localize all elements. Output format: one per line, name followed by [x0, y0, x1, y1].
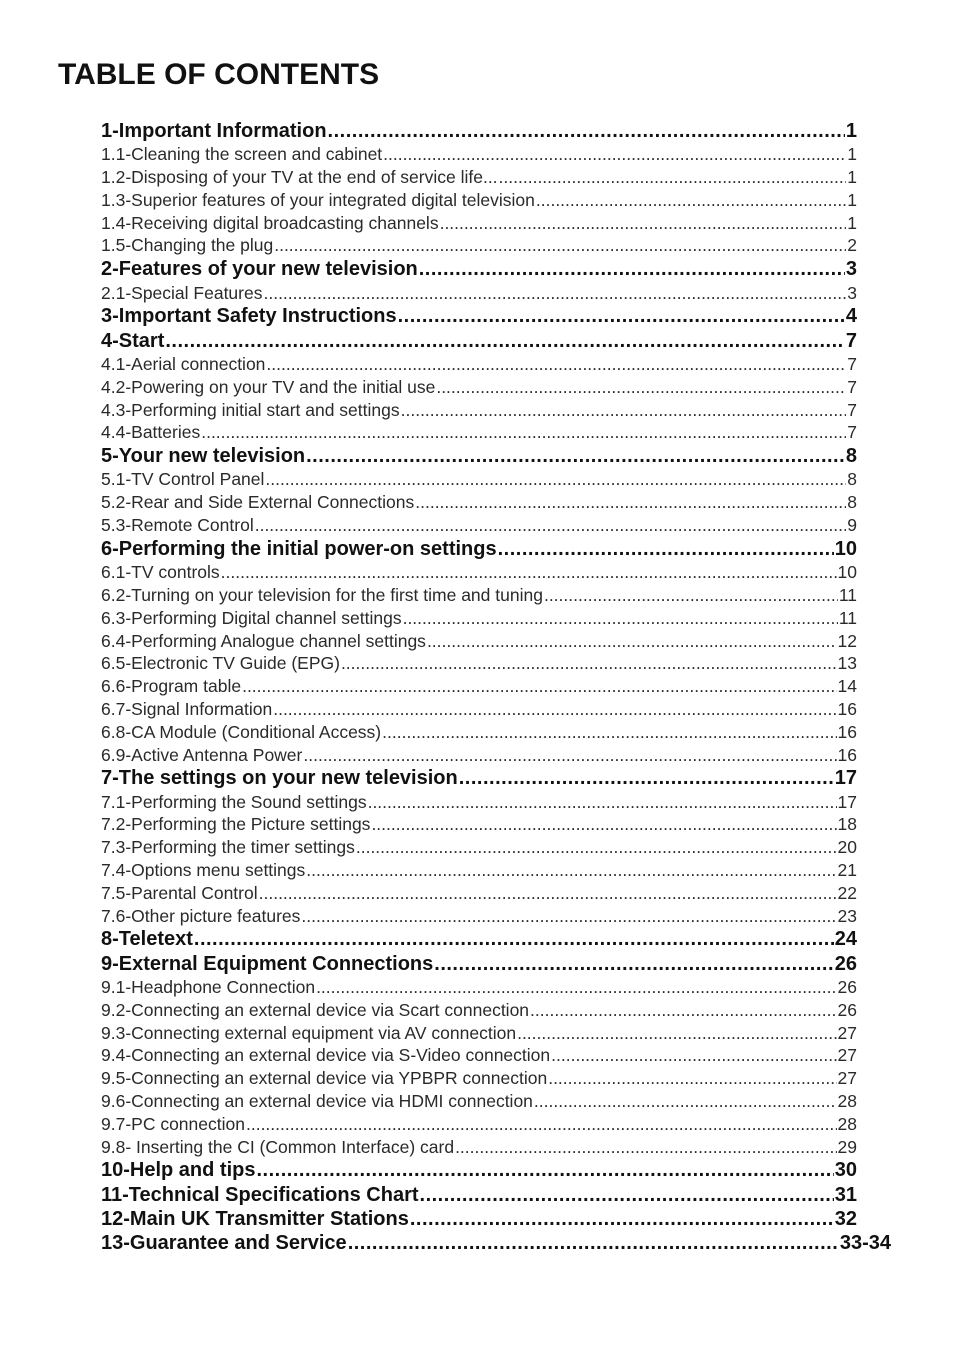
table-of-contents	[101, 119, 891, 1256]
toc-entry-title: 7-The settings on your new television	[101, 767, 458, 790]
dot-leader	[427, 630, 837, 653]
toc-section-entry	[101, 952, 857, 976]
dot-leader	[403, 607, 838, 630]
toc-section-entry	[101, 927, 857, 951]
toc-subsection-entry	[101, 607, 857, 630]
toc-entry-title: 4.2-Powering on your TV and the initial use	[101, 376, 436, 397]
toc-section-entry	[101, 1207, 857, 1231]
toc-subsection-entry	[101, 234, 857, 257]
toc-section-entry	[101, 1183, 857, 1207]
toc-page-number: 27	[837, 1068, 857, 1089]
toc-page-number: 26	[837, 999, 857, 1020]
toc-page-number: 21	[837, 860, 857, 880]
toc-page-number: 3	[845, 258, 857, 281]
toc-page-number: 1	[845, 120, 857, 142]
dot-leader	[306, 859, 836, 882]
toc-page-number: 10	[837, 562, 857, 583]
toc-page-number: 7	[847, 353, 857, 374]
dot-leader	[255, 514, 847, 537]
toc-section-entry	[101, 537, 857, 561]
toc-page-number: 27	[837, 1045, 857, 1066]
dot-leader	[455, 1136, 836, 1159]
dot-leader	[306, 444, 845, 468]
toc-subsection-entry	[101, 468, 857, 491]
toc-entry-title: 9-External Equipment Connections	[101, 952, 434, 975]
toc-entry-title: 5.3-Remote Control	[101, 515, 254, 536]
toc-entry-title: 4.4-Batteries	[101, 422, 201, 443]
toc-section-entry	[101, 119, 857, 143]
toc-subsection-entry	[101, 791, 857, 814]
toc-entry-title: 13-Guarantee and Service	[101, 1232, 347, 1255]
dot-leader	[246, 1113, 837, 1136]
toc-entry-title: 9.4-Connecting an external device via S-Video connection	[101, 1045, 551, 1066]
toc-page-number: 1	[847, 144, 857, 165]
toc-page-number: 24	[834, 928, 857, 951]
dot-leader	[256, 1158, 833, 1182]
dot-leader	[419, 257, 845, 281]
dot-leader	[434, 952, 833, 976]
toc-page-number: 7	[847, 422, 857, 443]
toc-subsection-entry	[101, 882, 857, 905]
toc-page-number: 4	[845, 305, 857, 328]
page-title: TABLE OF CONTENTS	[58, 58, 380, 91]
toc-page-number: 16	[837, 744, 857, 765]
toc-subsection-entry	[101, 376, 857, 399]
dot-leader	[328, 119, 845, 143]
toc-entry-title: 7.5-Parental Control	[101, 882, 258, 903]
dot-leader	[382, 721, 836, 744]
toc-entry-title: 10-Help and tips	[101, 1159, 256, 1182]
toc-entry-title: 9.3-Connecting external equipment via AV connection	[101, 1022, 517, 1043]
dot-leader	[265, 468, 846, 491]
dot-leader	[341, 652, 837, 675]
toc-page-number: 26	[834, 952, 857, 975]
toc-subsection-entry	[101, 698, 857, 721]
toc-entry-title: 6.1-TV controls	[101, 562, 220, 583]
dot-leader	[499, 166, 847, 189]
dot-leader	[242, 675, 836, 698]
toc-entry-title: 4.1-Aerial connection	[101, 353, 266, 374]
toc-entry-title: 1.3-Superior features of your integrated digital television	[101, 189, 535, 210]
dot-leader	[534, 1090, 837, 1113]
toc-entry-title: 7.3-Performing the timer settings	[101, 837, 355, 858]
dot-leader	[371, 813, 836, 836]
toc-subsection-entry	[101, 1090, 857, 1113]
toc-entry-title: 6.2-Turning on your television for the first time and tuning	[101, 584, 543, 605]
dot-leader	[201, 421, 846, 444]
toc-entry-title: 4.3-Performing initial start and settings	[101, 399, 400, 420]
toc-page-number: 17	[837, 791, 857, 812]
toc-page-number: 27	[837, 1022, 857, 1043]
toc-entry-title: 1.1-Cleaning the screen and cabinet	[101, 144, 383, 165]
toc-page-number: 30	[834, 1159, 857, 1182]
toc-page-number: 3	[847, 282, 857, 303]
dot-leader	[383, 143, 846, 166]
toc-entry-title: 12-Main UK Transmitter Stations	[101, 1207, 409, 1230]
toc-subsection-entry	[101, 1067, 857, 1090]
toc-subsection-entry	[101, 189, 857, 212]
toc-subsection-entry	[101, 282, 857, 305]
dot-leader	[274, 234, 846, 257]
toc-page-number: 9	[847, 515, 857, 536]
toc-page-number: 7	[847, 399, 857, 420]
toc-page-number: 12	[837, 630, 857, 651]
dot-leader	[263, 282, 846, 305]
toc-entry-title: 7.4-Options menu settings	[101, 860, 306, 880]
dot-leader	[301, 905, 836, 928]
toc-page-number: 2	[847, 235, 857, 256]
toc-page-number: 7	[847, 376, 857, 397]
toc-entry-title: 3-Important Safety Instructions	[101, 305, 397, 328]
toc-subsection-entry	[101, 630, 857, 653]
toc-subsection-entry	[101, 1022, 857, 1045]
dot-leader	[410, 1207, 834, 1231]
toc-subsection-entry	[101, 976, 857, 999]
dot-leader	[368, 791, 837, 814]
dot-leader	[459, 766, 834, 790]
toc-section-entry	[101, 1231, 891, 1255]
toc-page-number: 28	[837, 1090, 857, 1111]
toc-entry-title: 9.7-PC connection	[101, 1113, 245, 1134]
toc-page-number: 23	[837, 905, 857, 926]
toc-page-number: 29	[837, 1136, 857, 1157]
dot-leader	[316, 976, 836, 999]
toc-page-number: 32	[834, 1207, 857, 1230]
toc-page-number: 33-34	[839, 1232, 891, 1255]
toc-page-number: 16	[837, 698, 857, 719]
toc-entry-title: 9.6-Connecting an external device via HDMI connection	[101, 1090, 533, 1111]
toc-subsection-entry	[101, 561, 857, 584]
toc-entry-title: 6.4-Performing Analogue channel settings	[101, 630, 426, 651]
dot-leader	[544, 584, 838, 607]
toc-entry-title: 9.1-Headphone Connection	[101, 976, 316, 997]
toc-section-entry	[101, 1158, 857, 1182]
dot-leader	[551, 1044, 836, 1067]
toc-page-number: 1	[847, 189, 857, 210]
toc-entry-title: 1.5-Changing the plug	[101, 235, 274, 256]
toc-page-number: 22	[837, 882, 857, 903]
toc-entry-title: 9.5-Connecting an external device via YPBPR connection	[101, 1068, 548, 1089]
toc-entry-title: 6.6-Program table	[101, 676, 242, 697]
dot-leader	[398, 304, 845, 328]
dot-leader	[548, 1067, 836, 1090]
toc-page-number: 8	[847, 469, 857, 490]
dot-leader	[420, 1183, 834, 1207]
toc-section-entry	[101, 329, 857, 353]
toc-subsection-entry	[101, 999, 857, 1022]
dot-leader	[165, 329, 845, 353]
toc-entry-title: 2-Features of your new television	[101, 258, 418, 281]
toc-entry-title: 6.8-CA Module (Conditional Access)	[101, 721, 382, 742]
toc-section-entry	[101, 766, 857, 790]
toc-entry-title: 2.1-Special Features	[101, 282, 263, 303]
toc-subsection-entry	[101, 584, 857, 607]
toc-entry-title: 5.1-TV Control Panel	[101, 469, 265, 490]
toc-page-number: 20	[837, 837, 857, 858]
toc-entry-title: 4-Start	[101, 329, 165, 352]
toc-entry-title: 5.2-Rear and Side External Connections	[101, 492, 415, 513]
toc-subsection-entry	[101, 1136, 857, 1159]
toc-page-number: 11	[838, 584, 857, 605]
toc-page-number: 31	[834, 1183, 857, 1206]
toc-page-number: 10	[834, 537, 857, 560]
toc-entry-title: 6.3-Performing Digital channel settings	[101, 607, 402, 628]
toc-subsection-entry	[101, 652, 857, 675]
toc-entry-title: 9.8- Inserting the CI (Common Interface) card	[101, 1136, 455, 1157]
toc-subsection-entry	[101, 143, 857, 166]
toc-subsection-entry	[101, 421, 857, 444]
toc-entry-title: 6.9-Active Antenna Power	[101, 744, 303, 765]
toc-section-entry	[101, 304, 857, 328]
dot-leader	[517, 1022, 836, 1045]
toc-page-number: 1	[847, 167, 857, 188]
toc-entry-title: 7.6-Other picture features	[101, 905, 301, 926]
toc-subsection-entry	[101, 1044, 857, 1067]
toc-entry-title: 6-Performing the initial power-on settings	[101, 537, 497, 560]
toc-page-number: 13	[837, 653, 857, 674]
dot-leader	[356, 836, 837, 859]
dot-leader	[273, 698, 836, 721]
dot-leader	[440, 212, 847, 235]
toc-entry-title: 1.2-Disposing of your TV at the end of service life...	[101, 167, 498, 188]
toc-entry-title: 11-Technical Specifications Chart	[101, 1183, 419, 1206]
toc-subsection-entry	[101, 744, 857, 767]
toc-subsection-entry	[101, 399, 857, 422]
toc-page-number: 8	[845, 445, 857, 468]
toc-subsection-entry	[101, 491, 857, 514]
toc-subsection-entry	[101, 514, 857, 537]
dot-leader	[303, 744, 836, 767]
dot-leader	[415, 491, 846, 514]
toc-subsection-entry	[101, 675, 857, 698]
toc-subsection-entry	[101, 353, 857, 376]
toc-page-number: 28	[837, 1113, 857, 1134]
dot-leader	[498, 537, 834, 561]
toc-page-number: 1	[847, 212, 857, 233]
toc-entry-title: 1-Important Information	[101, 120, 327, 142]
toc-page-number: 11	[838, 607, 857, 628]
toc-entry-title: 9.2-Connecting an external device via Scart connection	[101, 999, 530, 1020]
toc-subsection-entry	[101, 212, 857, 235]
dot-leader	[266, 353, 846, 376]
toc-subsection-entry	[101, 836, 857, 859]
dot-leader	[401, 399, 847, 422]
toc-subsection-entry	[101, 721, 857, 744]
toc-subsection-entry	[101, 166, 857, 189]
toc-subsection-entry	[101, 859, 857, 882]
toc-page-number: 18	[837, 814, 857, 835]
dot-leader	[436, 376, 846, 399]
dot-leader	[536, 189, 846, 212]
toc-entry-title: 7.1-Performing the Sound settings	[101, 791, 367, 812]
toc-subsection-entry	[101, 1113, 857, 1136]
toc-entry-title: 7.2-Performing the Picture settings	[101, 814, 371, 835]
dot-leader	[348, 1231, 839, 1255]
toc-entry-title: 1.4-Receiving digital broadcasting channels	[101, 212, 439, 233]
toc-subsection-entry	[101, 905, 857, 928]
toc-page-number: 17	[834, 767, 857, 790]
toc-page-number: 8	[847, 492, 857, 513]
toc-entry-title: 8-Teletext	[101, 928, 193, 951]
dot-leader	[530, 999, 836, 1022]
toc-page-number: 7	[845, 329, 857, 352]
dot-leader	[221, 561, 837, 584]
toc-subsection-entry	[101, 813, 857, 836]
toc-section-entry	[101, 257, 857, 281]
toc-entry-title: 5-Your new television	[101, 445, 306, 468]
dot-leader	[194, 927, 834, 951]
dot-leader	[259, 882, 837, 905]
toc-entry-title: 6.5-Electronic TV Guide (EPG)	[101, 653, 340, 674]
toc-page-number: 16	[837, 721, 857, 742]
toc-page-number: 26	[837, 976, 857, 997]
toc-entry-title: 6.7-Signal Information	[101, 698, 273, 719]
toc-page-number: 14	[837, 676, 857, 697]
toc-section-entry	[101, 444, 857, 468]
